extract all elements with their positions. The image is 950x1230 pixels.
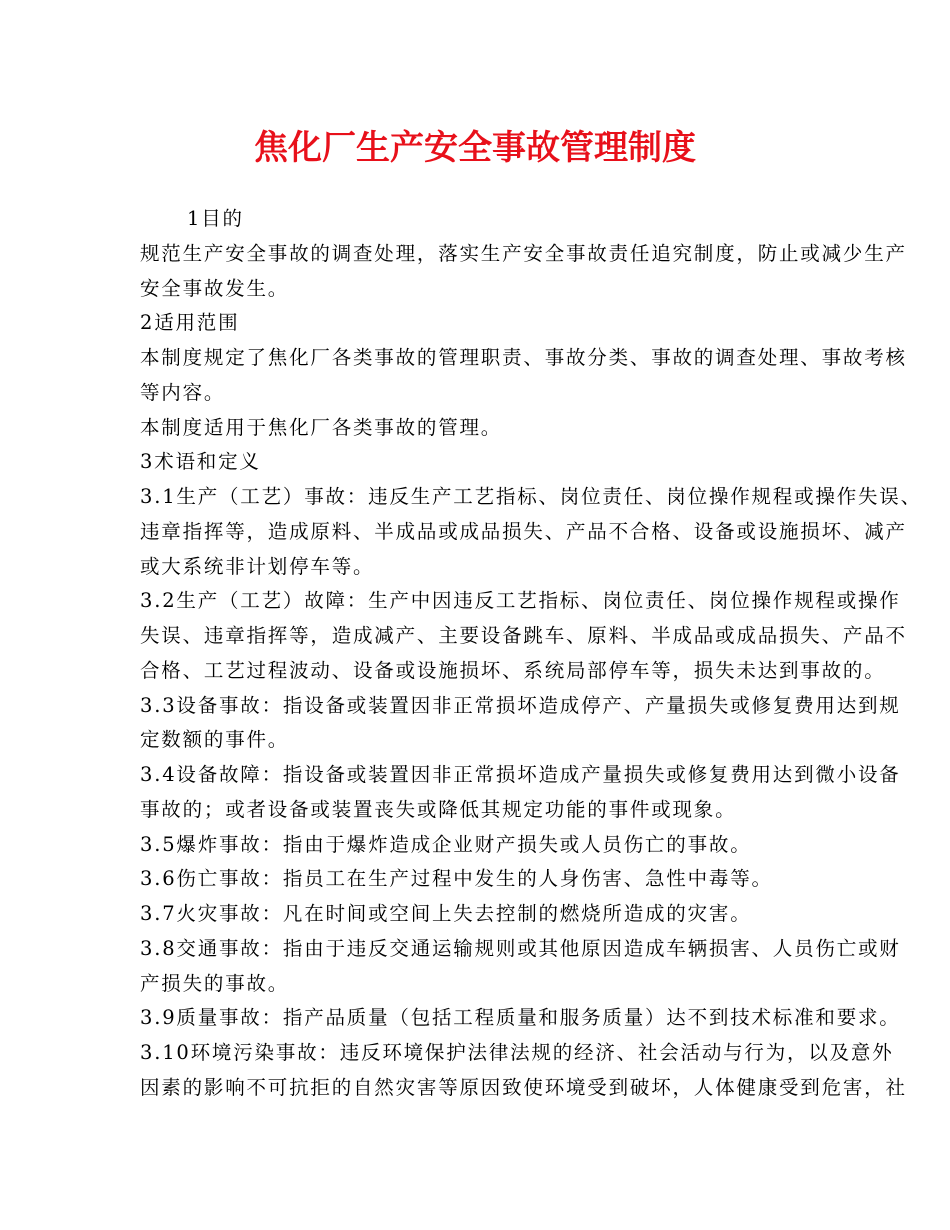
text-line: 定数额的事件。	[140, 728, 290, 752]
document-title: 焦化厂生产安全事故管理制度	[254, 128, 696, 168]
text-line: 事故的；或者设备或装置丧失或降低其规定功能的事件或现象。	[140, 797, 737, 821]
text-line: 3.4设备故障：指设备或装置因非正常损坏造成产量损失或修复费用达到微小设备	[140, 763, 901, 786]
text-line: 3.3设备事故：指设备或装置因非正常损坏造成停产、产量损失或修复费用达到规	[140, 693, 901, 717]
text-line: 3.8交通事故：指由于违反交通运输规则或其他原因造成车辆损害、人员伤亡或财	[140, 936, 901, 960]
text-line: 3.1生产（工艺）事故：违反生产工艺指标、岗位责任、岗位操作规程或操作失误、	[140, 485, 922, 508]
text-line: 失误、违章指挥等，造成减产、主要设备跳车、原料、半成品或成品损失、产品不	[140, 624, 907, 647]
text-line: 合格、工艺过程波动、设备或设施损坏、系统局部停车等，损失未达到事故的。	[140, 658, 886, 682]
text-line: 本制度规定了焦化厂各类事故的管理职责、事故分类、事故的调查处理、事故考核	[140, 346, 907, 369]
text-line: 安全事故发生。	[140, 276, 290, 300]
text-line: 3术语和定义	[140, 450, 261, 474]
document-body	[140, 202, 922, 1106]
text-line: 或大系统非计划停车等。	[140, 554, 375, 578]
text-line: 2适用范围	[140, 311, 240, 335]
text-line: 本制度适用于焦化厂各类事故的管理。	[140, 415, 503, 439]
text-line: 1目的	[187, 207, 244, 230]
text-line: 3.2生产（工艺）故障：生产中因违反工艺指标、岗位责任、岗位操作规程或操作	[140, 589, 901, 613]
text-line: 违章指挥等，造成原料、半成品或成品损失、产品不合格、设备或设施损坏、减产	[140, 519, 907, 543]
text-line: 3.10环境污染事故：违反环境保护法律法规的经济、社会活动与行为，以及意外	[140, 1041, 894, 1064]
text-line: 3.5爆炸事故：指由于爆炸造成企业财产损失或人员伤亡的事故。	[140, 832, 752, 856]
text-line: 3.7火灾事故：凡在时间或空间上失去控制的燃烧所造成的灾害。	[140, 902, 752, 925]
text-line: 3.9质量事故：指产品质量（包括工程质量和服务质量）达不到技术标准和要求。	[140, 1006, 901, 1030]
text-line: 规范生产安全事故的调查处理，落实生产安全事故责任追究制度，防止或减少生产	[140, 241, 907, 265]
text-line: 产损失的事故。	[140, 971, 290, 995]
text-line: 3.6伤亡事故：指员工在生产过程中发生的人身伤害、急性中毒等。	[140, 867, 773, 891]
text-line: 等内容。	[140, 380, 226, 404]
text-line: 因素的影响不可抗拒的自然灾害等原因致使环境受到破坏，人体健康受到危害，社	[140, 1075, 907, 1099]
